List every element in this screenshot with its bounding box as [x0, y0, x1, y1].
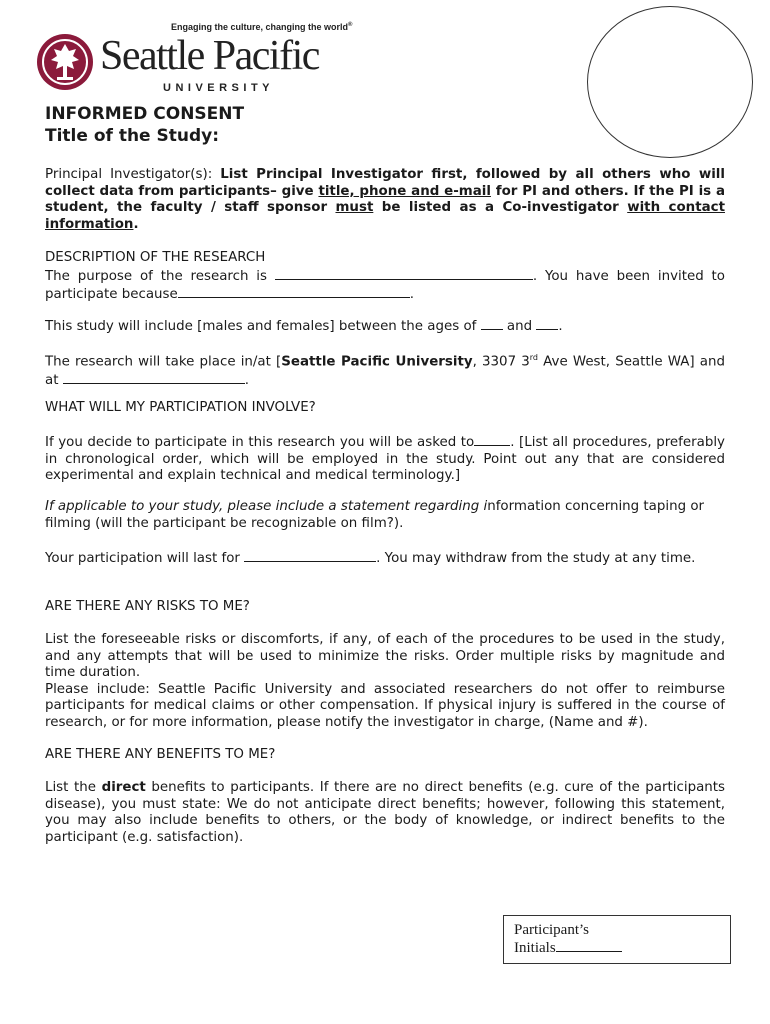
- risks-paragraph: [45, 632, 725, 732]
- photo-circle: [587, 6, 753, 158]
- age-max-blank: [536, 317, 558, 330]
- description-heading: DESCRIPTION OF THE RESEARCH: [45, 250, 266, 265]
- initials-field[interactable]: [556, 939, 622, 952]
- procedures-blank: [474, 433, 510, 446]
- document-title: INFORMED CONSENT: [45, 104, 245, 124]
- ages-paragraph: This study will include [males and females] between the ages of and .: [45, 319, 563, 334]
- study-title-label: Title of the Study:: [45, 126, 220, 146]
- principal-investigator-paragraph: Principal Investigator(s): List Principal Investigator first, followed by all others who will collect data from participants– give title, phone and e-mail for PI and others. If the PI is a student, the faculty / staff sponsor must be listed as a Co-investigator with contact information.: [45, 167, 725, 232]
- filming-paragraph: If applicable to your study, please include a statement regarding information concerning taping or filming (will the participant be recognizable on film?).: [45, 499, 705, 531]
- benefits-paragraph: List the direct benefits to participants. If there are no direct benefits (e.g. cure of the participants disease), you must state: We do not anticipate direct benefits; however, following this statement, you may also include benefits to others, or the body of knowledge, or indirect benefits to the participant (e.g. satisfaction).: [45, 780, 725, 845]
- location-paragraph: The research will take place in/at [Seattle Pacific University, 3307 3rd Ave West, Seattle WA] and at .: [45, 353, 725, 389]
- wordmark-university: UNIVERSITY: [163, 82, 275, 94]
- initials-label-line1: Participant’s: [514, 922, 589, 938]
- procedures-paragraph: If you decide to participate in this research you will be asked to . [List all procedures, preferably in chronological order, which will be employed in the study. Point out any that are considered experimental and explain technical and medical terminology.]: [45, 435, 725, 484]
- reimbursement-text: Please include: Seattle Pacific University and associated researchers do not offer to reimburse participants for medical claims or other compensation. If physical injury is suffered in the course of research, or for more information, please notify the investigator in charge, (Name and #).: [45, 681, 725, 730]
- purpose-text: The purpose of the research is . You have been invited to participate because .: [45, 268, 725, 303]
- duration-paragraph: Your participation will last for . You may withdraw from the study at any time.: [45, 551, 696, 566]
- wordmark: Seattle Pacific: [100, 33, 319, 79]
- age-min-blank: [481, 317, 503, 330]
- tagline: Engaging the culture, changing the world®: [171, 22, 353, 32]
- university-seal-icon: [36, 33, 94, 91]
- participant-initials-box: [503, 915, 731, 964]
- location-blank: [63, 371, 245, 384]
- risks-text: List the foreseeable risks or discomforts, if any, of each of the procedures to be used in the study, and any attempts that will be used to minimize the risks. Order multiple risks by magnitude and time duration.: [45, 632, 725, 681]
- purpose-blank: [275, 267, 533, 280]
- benefits-heading: ARE THERE ANY BENEFITS TO ME?: [45, 747, 276, 762]
- duration-blank: [244, 549, 376, 562]
- reason-blank: [178, 285, 410, 298]
- description-section: [45, 250, 725, 304]
- initials-label-line2: Initials: [514, 939, 720, 957]
- participation-heading: WHAT WILL MY PARTICIPATION INVOLVE?: [45, 400, 316, 415]
- risks-heading: ARE THERE ANY RISKS TO ME?: [45, 599, 250, 614]
